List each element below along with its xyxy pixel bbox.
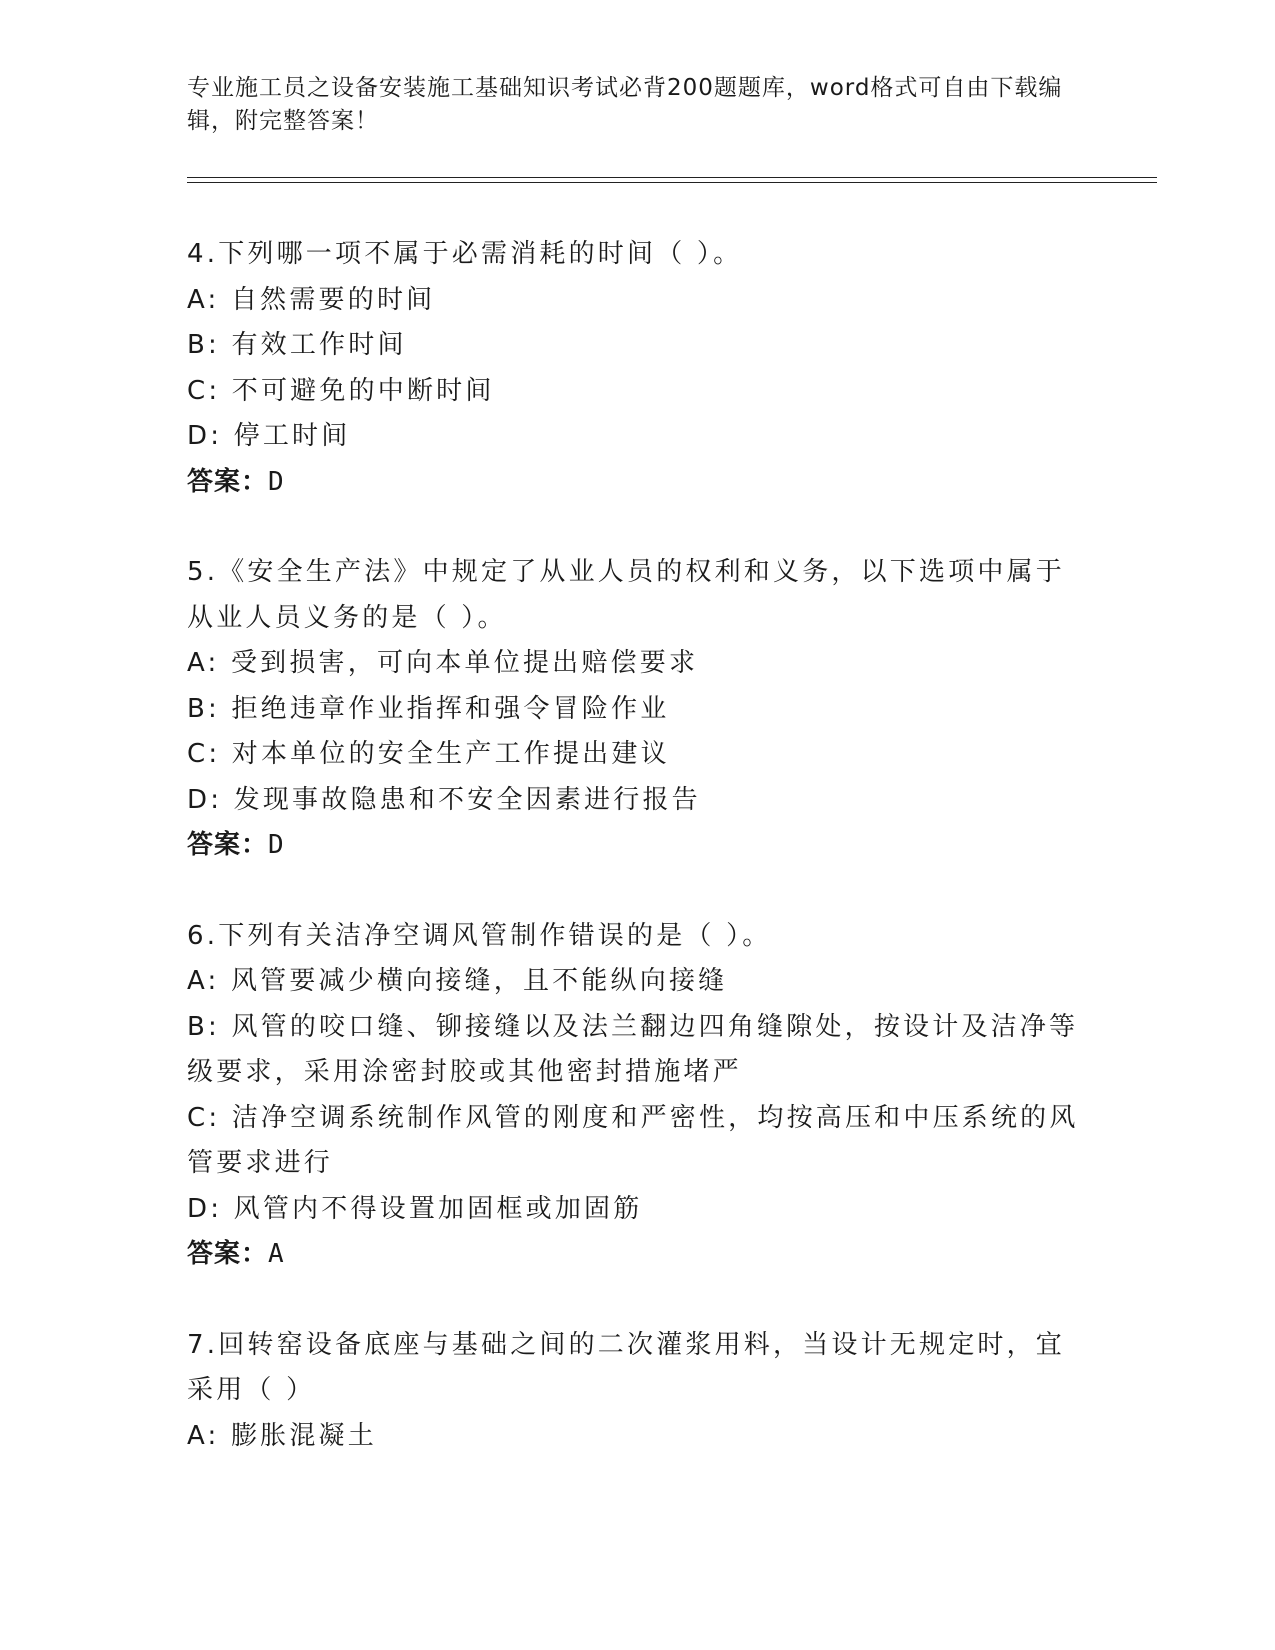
answer-value: D xyxy=(268,830,285,860)
option-d: D: 发现事故隐患和不安全因素进行报告 xyxy=(187,784,701,815)
question-stem: 5.《安全生产法》中规定了从业人员的权利和义务，以下选项中属于从业人员义务的是（ ）。 xyxy=(187,557,1066,633)
question-stem: 7.回转窑设备底座与基础之间的二次灌浆用料，当设计无规定时，宜采用（ ） xyxy=(187,1329,1066,1405)
answer-line xyxy=(187,460,1087,506)
answer-label: 答案： xyxy=(187,466,269,497)
question-list xyxy=(187,232,1087,1504)
answer-label: 答案： xyxy=(187,1239,269,1269)
question-stem: 4.下列哪一项不属于必需消耗的时间（ ）。 xyxy=(187,239,743,269)
option-c: C: 对本单位的安全生产工作提出建议 xyxy=(187,739,670,769)
answer-label: 答案： xyxy=(187,830,269,860)
option-b: B: 有效工作时间 xyxy=(187,330,407,360)
option-b: B: 风管的咬口缝、铆接缝以及法兰翻边四角缝隙处，按设计及洁净等级要求，采用涂密封胶或其他密封措施堵严 xyxy=(187,1011,1079,1087)
answer-value: D xyxy=(268,466,285,497)
option-b: B: 拒绝违章作业指挥和强令冒险作业 xyxy=(187,693,670,724)
document-header: 专业施工员之设备安装施工基础知识考试必背200题题库，word格式可自由下载编辑，附完整答案！ xyxy=(187,75,1063,134)
answer-value: A xyxy=(268,1239,285,1269)
option-c: C: 不可避免的中断时间 xyxy=(187,375,495,406)
option-a: A: 膨胀混凝土 xyxy=(187,1420,377,1451)
option-a: A: 自然需要的时间 xyxy=(187,284,436,315)
option-d: D: 停工时间 xyxy=(187,421,351,451)
option-c: C: 洁净空调系统制作风管的刚度和严密性，均按高压和中压系统的风管要求进行 xyxy=(187,1102,1079,1178)
answer-line xyxy=(187,1232,1087,1278)
question-stem: 6.下列有关洁净空调风管制作错误的是（ ）。 xyxy=(187,920,772,951)
option-d: D: 风管内不得设置加固框或加固筋 xyxy=(187,1193,643,1224)
option-a: A: 风管要减少横向接缝，且不能纵向接缝 xyxy=(187,966,728,996)
question-7 xyxy=(187,1323,1087,1460)
question-5 xyxy=(187,550,1087,869)
question-4 xyxy=(187,232,1087,505)
answer-line xyxy=(187,823,1087,869)
question-6 xyxy=(187,914,1087,1278)
option-a: A: 受到损害，可向本单位提出赔偿要求 xyxy=(187,648,699,678)
header-divider-bottom xyxy=(187,182,1157,183)
header-divider-top xyxy=(187,177,1157,178)
